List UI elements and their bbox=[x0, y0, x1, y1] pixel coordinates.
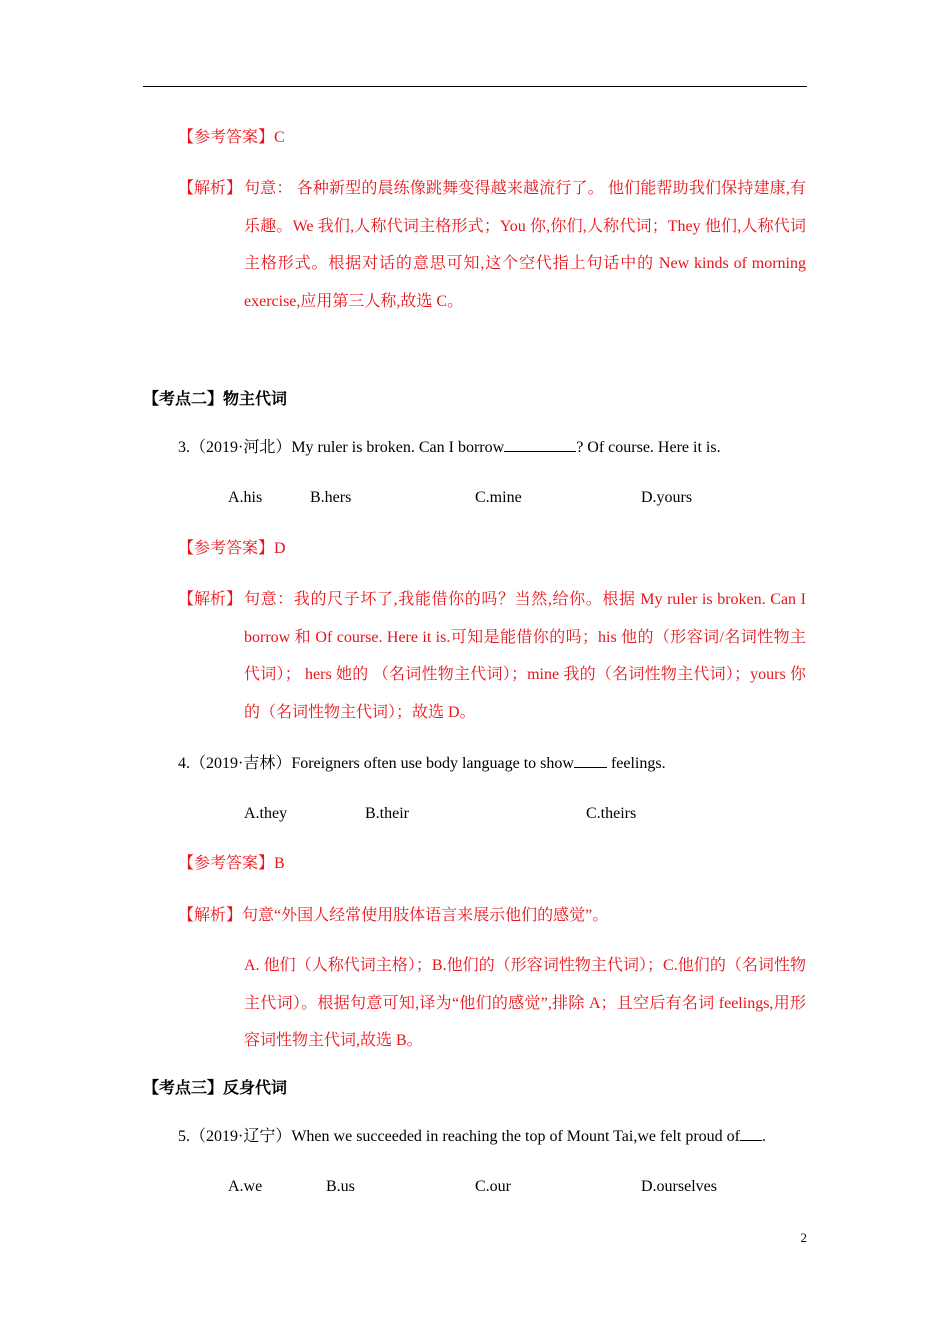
option-d: D.ourselves bbox=[641, 1178, 717, 1195]
question-5 bbox=[178, 1126, 766, 1147]
option-a: A.they bbox=[244, 805, 288, 822]
answer-label: 【参考答案】 bbox=[178, 540, 275, 557]
option-b: B.their bbox=[365, 805, 409, 822]
analysis-label-q3: 【解析】 bbox=[178, 591, 243, 608]
answer-value: D bbox=[274, 540, 286, 557]
question-4-stem: 4.（2019·吉林）Foreigners often use body language to show bbox=[178, 755, 574, 772]
answer-label: 【参考答案】 bbox=[178, 855, 275, 872]
question-5-stem-end: . bbox=[762, 1128, 766, 1145]
question-4 bbox=[178, 753, 666, 774]
option-b: B.hers bbox=[310, 489, 352, 506]
answer-blank bbox=[574, 753, 607, 768]
option-c: C.theirs bbox=[586, 805, 637, 822]
analysis-q3: 句意：我的尺子坏了,我能借你的吗？当然,给你。根据 My ruler is broken. Can I borrow 和 Of course. Here it is.可知是能借你的吗；his 他的（形容词/名词性物主代词）； hers 她的 （名词性物主代词）；mine 我的（名词性物主代词）；yours 你的（名词性物主代词）；故选 D。 bbox=[244, 591, 806, 721]
section-heading-reflexive: 【考点三】反身代词 bbox=[143, 1080, 288, 1097]
answer-blank bbox=[740, 1126, 762, 1141]
analysis-label: 【解析】 bbox=[178, 907, 243, 924]
answer-blank bbox=[504, 437, 576, 452]
section-heading-possessive: 【考点二】物主代词 bbox=[143, 391, 288, 408]
analysis-q2: 句意： 各种新型的晨练像跳舞变得越来越流行了。 他们能帮助我们保持建康,有乐趣。We 我们,人称代词主格形式；You 你,你们,人称代词；They 他们,人称代词主格形式。根据对话的意思可知,这个空代指上句话中的 New kinds of morning exercise,应用第三人称,故选 C。 bbox=[244, 180, 806, 310]
question-5-stem: 5.（2019·辽宁）When we succeeded in reaching the top of Mount Tai,we felt proud of bbox=[178, 1128, 740, 1145]
analysis-q4-body: A. 他们（人称代词主格）；B.他们的（形容词性物主代词）；C.他们的（名词性物主代词）。根据句意可知,译为“他们的感觉”,排除 A；且空后有名词 feelings,用形容词性物主代词,故选 B。 bbox=[244, 957, 806, 1049]
answer-q4 bbox=[178, 854, 285, 874]
option-a: A.his bbox=[228, 489, 263, 506]
analysis-text: 句意“外国人经常使用肢体语言来展示他们的感觉”。 bbox=[242, 907, 609, 924]
option-d: D.yours bbox=[641, 489, 693, 506]
question-4-stem-end: feelings. bbox=[606, 755, 666, 772]
option-c: C.mine bbox=[475, 489, 522, 506]
answer-q2 bbox=[178, 128, 285, 148]
header-rule bbox=[143, 86, 807, 87]
option-b: B.us bbox=[326, 1178, 355, 1195]
option-c: C.our bbox=[475, 1178, 511, 1195]
answer-value: B bbox=[274, 855, 285, 872]
answer-value: C bbox=[274, 129, 285, 146]
answer-label: 【参考答案】 bbox=[178, 129, 275, 146]
question-3-stem-end: ? Of course. Here it is. bbox=[576, 439, 721, 456]
analysis-q4-line1 bbox=[178, 906, 608, 926]
question-3-stem: 3.（2019·河北）My ruler is broken. Can I borrow bbox=[178, 439, 505, 456]
question-3 bbox=[178, 437, 721, 458]
option-a: A.we bbox=[228, 1178, 263, 1195]
answer-q3 bbox=[178, 539, 286, 559]
page-number: 2 bbox=[800, 1230, 807, 1245]
analysis-label-q2: 【解析】 bbox=[178, 180, 243, 197]
